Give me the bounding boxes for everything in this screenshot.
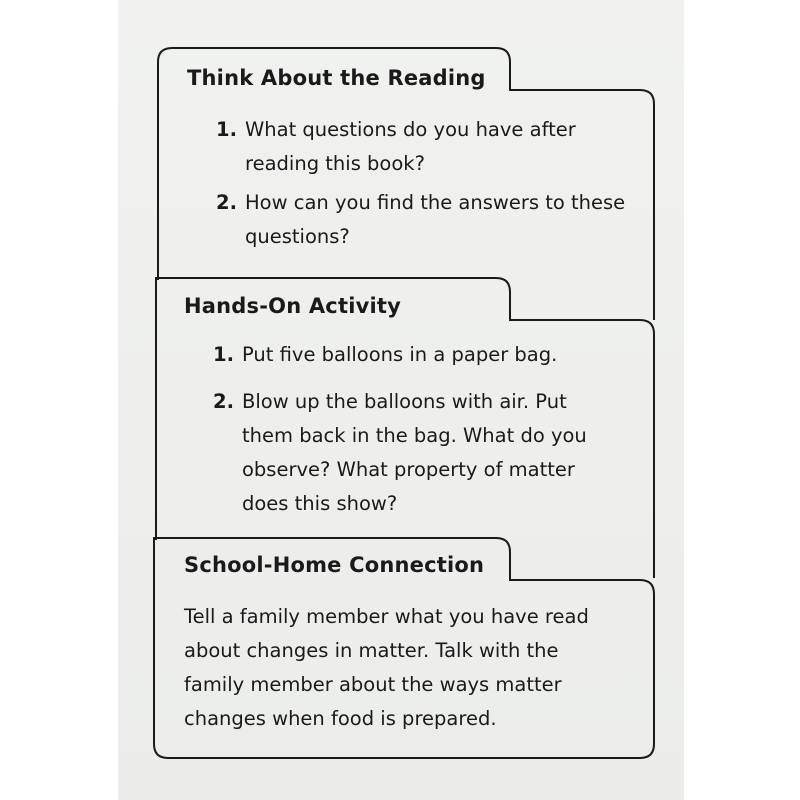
list-item bbox=[213, 385, 613, 521]
list-item-number: 2. bbox=[216, 191, 237, 214]
list-item-text: Blow up the balloons with air. Put them back in the bag. What do you observe? What property of matter does this show? bbox=[242, 390, 587, 515]
school-home-connection-text: Tell a family member what you have read about changes in matter. Talk with the family member about the ways matter changes when food is prepared. bbox=[184, 605, 589, 730]
list-item bbox=[216, 186, 636, 254]
list-item-number: 2. bbox=[213, 390, 234, 413]
list-item-text: What questions do you have after reading this book? bbox=[245, 118, 576, 175]
section-heading-school-home-connection: School-Home Connection bbox=[184, 553, 485, 577]
section-heading-think-about-the-reading: Think About the Reading bbox=[187, 66, 486, 90]
list-item bbox=[216, 113, 636, 181]
section-heading-hands-on-activity: Hands-On Activity bbox=[184, 294, 402, 318]
list-item bbox=[213, 338, 633, 372]
list-item-number: 1. bbox=[213, 343, 234, 366]
list-item-text: How can you find the answers to these questions? bbox=[245, 191, 626, 248]
list-item-number: 1. bbox=[216, 118, 237, 141]
list-item-text: Put five balloons in a paper bag. bbox=[242, 343, 558, 366]
